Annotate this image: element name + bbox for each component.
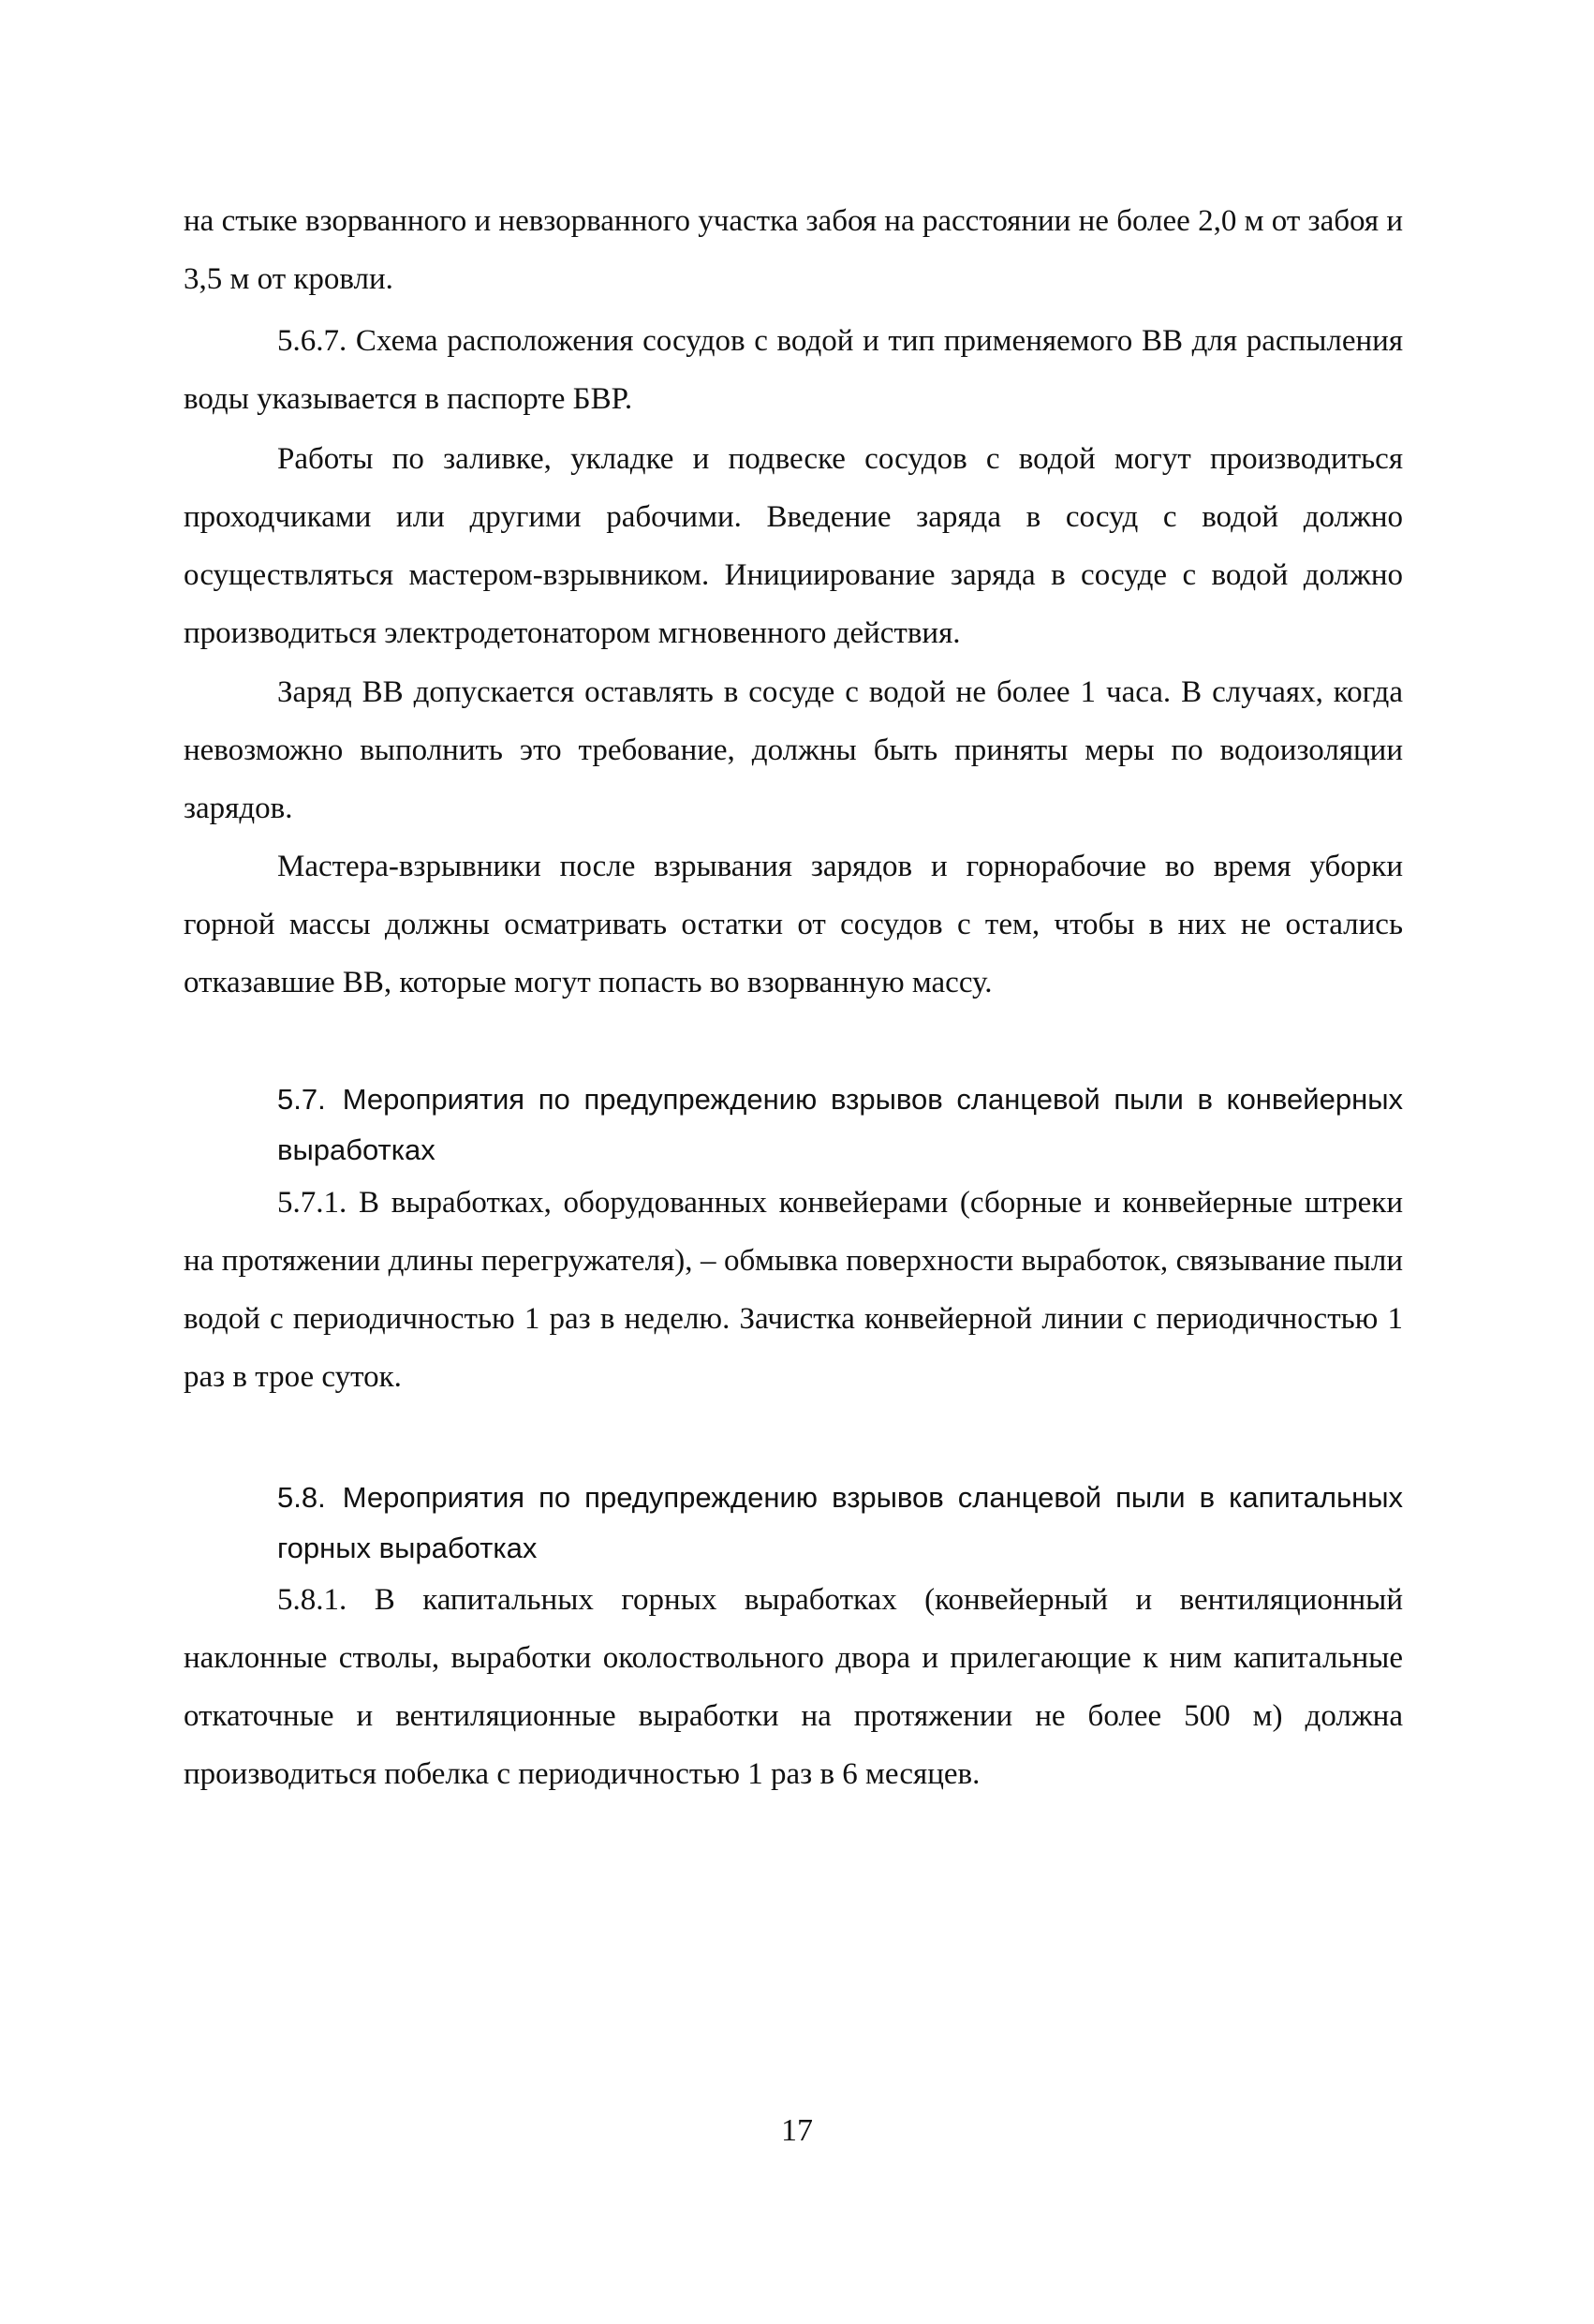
- paragraph-5-6-7: 5.6.7. Схема расположения сосудов с водой и тип применяемого ВВ для распыления воды указывается в паспорте БВР.: [184, 324, 1403, 416]
- section-number-5-8: 5.8.: [277, 1481, 326, 1514]
- paragraph-charge: Заряд ВВ допускается оставлять в сосуде с водой не более 1 часа. В случаях, когда невозможно выполнить это требование, должны быть приняты меры по водоизоляции зарядов.: [184, 675, 1403, 825]
- section-number-5-7: 5.7.: [277, 1083, 326, 1116]
- section-heading-5-8: [277, 1473, 1403, 1574]
- section-title-5-7: Мероприятия по предупреждению взрывов сланцевой пыли в конвейерных выработках: [277, 1083, 1403, 1166]
- section-heading-5-7: [277, 1074, 1403, 1176]
- paragraph-blasters: Мастера-взрывники после взрывания зарядов и горнорабочие во время уборки горной массы должны осматривать остатки от сосудов с тем, чтобы в них не остались отказавшие ВВ, которые могут попасть во взорванную массу.: [184, 850, 1403, 999]
- section-title-5-8: Мероприятия по предупреждению взрывов сланцевой пыли в капитальных горных выработках: [277, 1481, 1403, 1564]
- paragraph-5-7-1: 5.7.1. В выработках, оборудованных конвейерами (сборные и конвейерные штреки на протяжении длины перегружателя), – обмывка поверхности выработок, связывание пыли водой с периодичностью 1 раз в неделю. Зачистка конвейерной линии с периодичностью 1 раз в трое суток.: [184, 1186, 1403, 1394]
- paragraph-5-8-1: 5.8.1. В капитальных горных выработках (конвейерный и вентиляционный наклонные стволы, выработки околоствольного двора и прилегающие к ним капитальные откаточные и вентиляционные выработки на протяжении не более 500 м) должна производиться побелка с периодичностью 1 раз в 6 месяцев.: [184, 1583, 1403, 1791]
- page-number: 17: [781, 2113, 813, 2148]
- paragraph-continuation: на стыке взорванного и невзорванного участка забоя на расстоянии не более 2,0 м от забоя и 3,5 м от кровли.: [184, 204, 1403, 296]
- paragraph-works: Работы по заливке, укладке и подвеске сосудов с водой могут производиться проходчиками или другими рабочими. Введение заряда в сосуд с водой должно осуществляться мастером-взрывником. Инициирование заряда в сосуде с водой должно производиться электродетонатором мгновенного действия.: [184, 442, 1403, 650]
